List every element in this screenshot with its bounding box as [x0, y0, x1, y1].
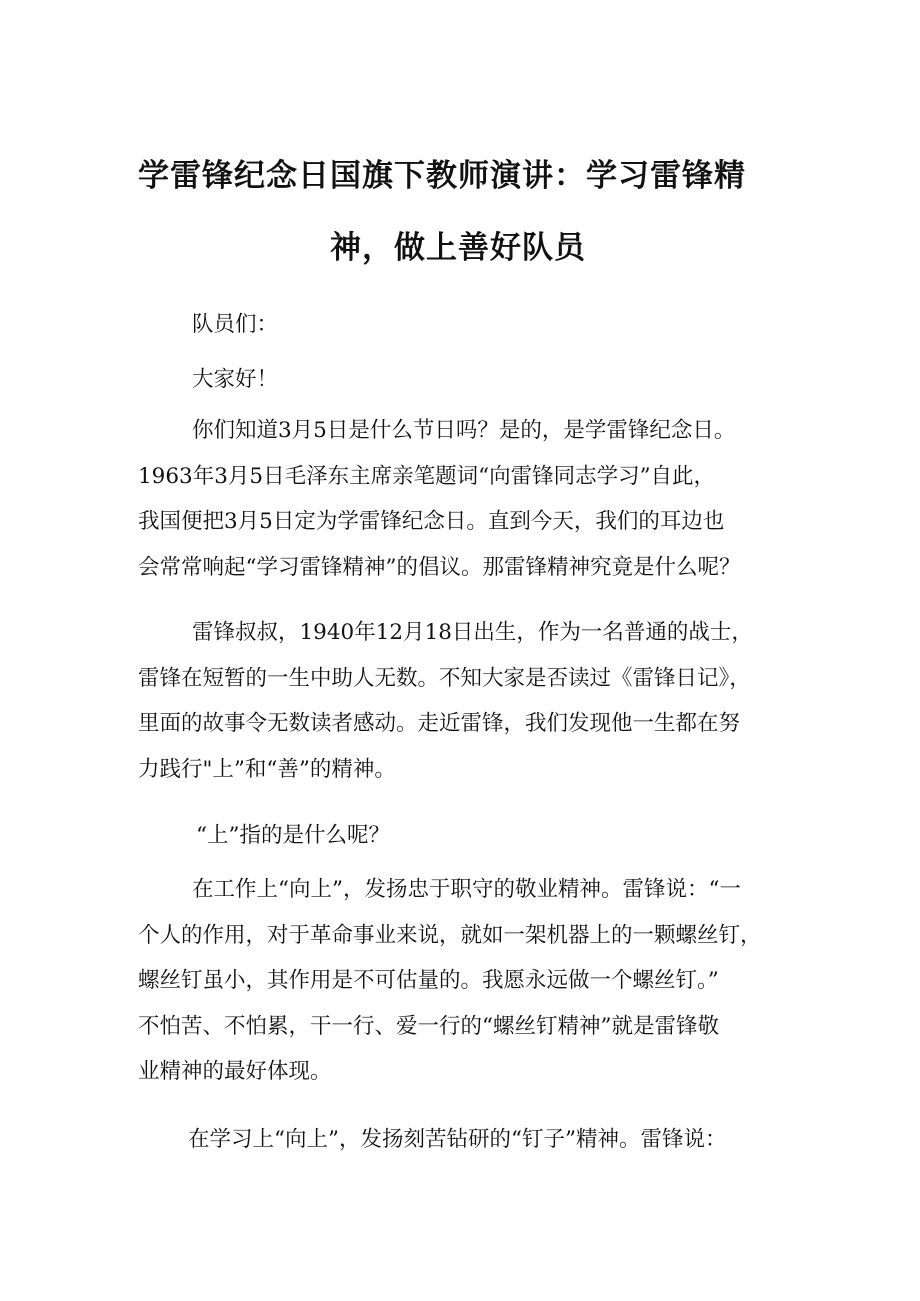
paragraph-line: 螺丝钉虽小，其作用是不可估量的。我愿永远做一个螺丝钉。”: [138, 968, 719, 993]
paragraph-1: [138, 408, 800, 590]
paragraph-line: 在工作上“向上”，发扬忠于职守的敬业精神。雷锋说：“一: [192, 877, 741, 902]
paragraph-line: 力践行"上”和“善”的精神。: [138, 756, 396, 782]
paragraph-line: 雷锋在短暂的一生中助人无数。不知大家是否读过《雷锋日记》，: [138, 665, 751, 691]
paragraph-3: [138, 813, 800, 859]
greeting: 大家好！: [192, 367, 279, 392]
salutation: 队员们：: [192, 312, 279, 337]
paragraph-line: 在学习上“向上”，发扬刻苦钻研的“钉子”精神。雷锋说：: [188, 1127, 727, 1152]
paragraph-line: 1963年3月5日毛泽东主席亲笔题词“向雷锋同志学习”自此，: [138, 463, 716, 489]
paragraph-2: [138, 610, 800, 792]
paragraph-line: 你们知道3月5日是什么节日吗？是的，是学雷锋纪念日。: [192, 418, 736, 443]
paragraph-line: 个人的作用，对于革命事业来说，就如一架机器上的一颗螺丝钉，: [138, 922, 762, 948]
paragraph-line: “上”指的是什么呢？: [196, 823, 390, 848]
document-title-line-1: 学雷锋纪念日国旗下教师演讲：学习雷锋精: [138, 158, 746, 194]
paragraph-line: 我国便把3月5日定为学雷锋纪念日。直到今天，我们的耳边也: [138, 509, 725, 534]
paragraph-line: 雷锋叔叔，1940年12月18日出生，作为一名普通的战士，: [192, 620, 753, 645]
paragraph-4: [138, 867, 800, 1095]
paragraph-line: 不怕苦、不怕累，干一行、爱一行的“螺丝钉精神”就是雷锋敬: [138, 1013, 719, 1039]
document-title-line-2: 神，做上善好队员: [330, 230, 586, 266]
paragraph-line: 业精神的最好体现。: [138, 1059, 332, 1084]
paragraph-5: [138, 1117, 800, 1163]
paragraph-line: 里面的故事令无数读者感动。走近雷锋，我们发现他一生都在努: [138, 711, 741, 736]
paragraph-line: 会常常响起“学习雷锋精神”的倡议。那雷锋精神究竟是什么呢？: [138, 554, 741, 580]
